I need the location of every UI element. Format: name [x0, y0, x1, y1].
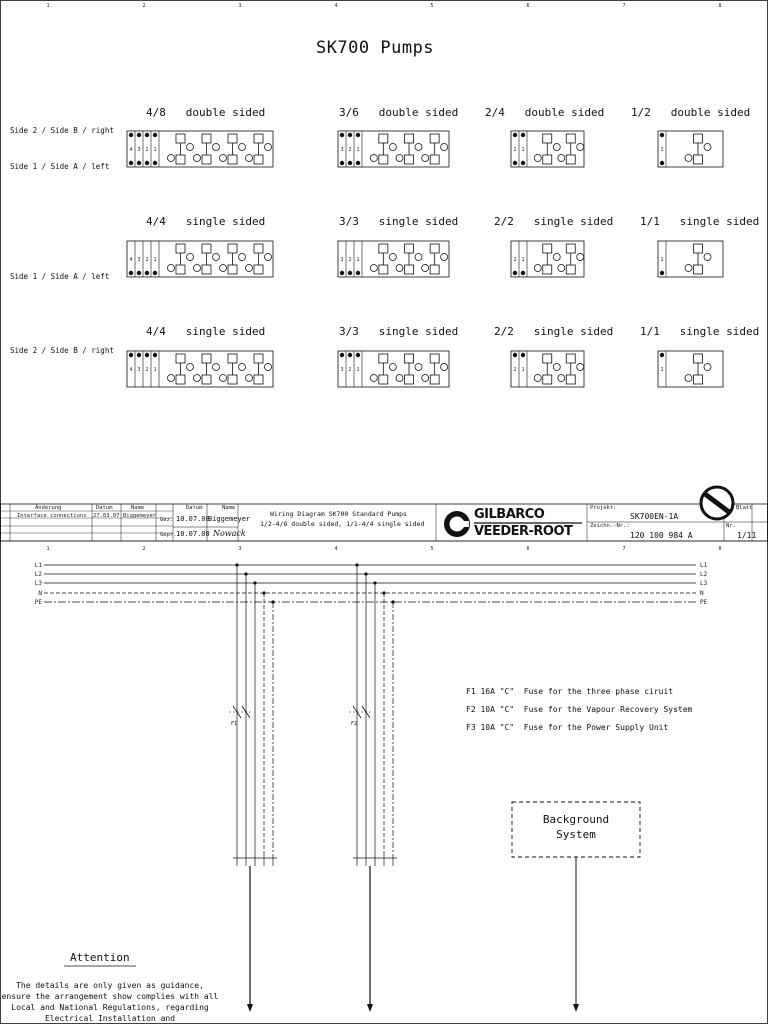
pump-module — [543, 354, 552, 363]
pump-box — [127, 131, 273, 167]
motor-symbol — [441, 364, 448, 371]
pump-box — [511, 131, 584, 167]
pump-module — [543, 265, 552, 274]
pump-module — [405, 155, 414, 164]
bus-label-right: L3 — [700, 580, 708, 587]
terminal-number: 1 — [356, 147, 360, 153]
group-heading: 3/3 single sided — [339, 215, 459, 228]
page-title: SK700 Pumps — [315, 38, 435, 58]
logo-gilbarco: GILBARCO — [474, 507, 545, 522]
motor-symbol — [558, 265, 565, 272]
cable-arrow — [367, 1004, 373, 1012]
terminal-dot — [513, 353, 517, 357]
bus-label-right: PE — [700, 599, 708, 606]
motor-symbol — [558, 155, 565, 162]
column-number: 5 — [430, 546, 434, 552]
fuse-tag: F1 — [231, 721, 238, 727]
motor-symbol — [534, 265, 541, 272]
pump-module — [176, 354, 185, 363]
fuse-tag: F2 — [351, 721, 358, 727]
motor-symbol — [415, 144, 422, 151]
tb-checked-signature: Nowack — [213, 529, 246, 538]
motor-symbol — [220, 265, 227, 272]
pump-box — [127, 241, 273, 277]
terminal-dot — [145, 271, 149, 275]
terminal-dot — [513, 133, 517, 137]
pump-module — [254, 354, 263, 363]
terminal-dot — [356, 353, 360, 357]
pump-module — [379, 375, 388, 384]
terminal-number: 2 — [348, 257, 352, 263]
pump-module — [405, 375, 414, 384]
terminal-number: 1 — [521, 147, 525, 153]
fuse-legend-f2: F2 10A "C" Fuse for the Vapour Recovery System — [466, 705, 693, 714]
tb-nr-label: Nr. — [726, 523, 736, 529]
tb-sheet-no: 1/11 — [737, 531, 757, 540]
tb-name-header: Name — [131, 505, 145, 511]
pump-layout-diagrams — [127, 131, 723, 387]
motor-symbol — [168, 155, 175, 162]
motor-symbol — [168, 375, 175, 382]
terminal-dot — [660, 353, 664, 357]
motor-symbol — [389, 254, 396, 261]
motor-symbol — [194, 265, 201, 272]
terminal-number: 1 — [153, 367, 157, 373]
pump-module — [176, 134, 185, 143]
motor-symbol — [685, 265, 692, 272]
motor-symbol — [220, 375, 227, 382]
terminal-number: 2 — [513, 147, 517, 153]
pump-module — [228, 134, 237, 143]
pump-module — [254, 265, 263, 274]
tb-name-label: Name — [222, 505, 236, 511]
motor-symbol — [534, 375, 541, 382]
motor-symbol — [685, 375, 692, 382]
motor-symbol — [441, 254, 448, 261]
terminal-dot — [153, 133, 157, 137]
side-label-a: Side 1 / Side A / left — [10, 162, 110, 171]
terminal-dot — [521, 161, 525, 165]
motor-symbol — [534, 155, 541, 162]
column-number: 6 — [526, 3, 530, 9]
motor-symbol — [370, 265, 377, 272]
pump-module — [379, 244, 388, 253]
cable-arrow — [573, 1004, 579, 1012]
terminal-dot — [129, 353, 133, 357]
pump-module — [430, 155, 439, 164]
motor-symbol — [685, 155, 692, 162]
terminal-dot — [153, 161, 157, 165]
pump-module — [379, 354, 388, 363]
motor-symbol — [187, 254, 194, 261]
tb-change-name: Biggemeyer — [123, 513, 157, 519]
pump-module — [405, 134, 414, 143]
column-number: 7 — [622, 3, 626, 9]
motor-symbol — [389, 144, 396, 151]
pump-module — [254, 375, 263, 384]
pump-module — [176, 265, 185, 274]
terminal-dot — [513, 271, 517, 275]
pump-module — [405, 244, 414, 253]
pump-box-outline — [338, 131, 449, 167]
tb-date-header: Datum — [96, 505, 113, 511]
pump-box-outline — [127, 351, 273, 387]
motor-symbol — [422, 375, 429, 382]
terminal-number: 1 — [521, 367, 525, 373]
pump-module — [694, 155, 703, 164]
group-heading: 3/3 single sided — [339, 325, 459, 338]
pump-box — [338, 351, 449, 387]
tb-drawing-label: Zeichn.-Nr.: — [590, 523, 630, 529]
motor-symbol — [220, 155, 227, 162]
tb-drawn-name: Biggemeyer — [208, 515, 251, 523]
group-heading: 1/2 double sided — [631, 106, 751, 119]
tb-drawn-label: Gez. — [160, 517, 174, 523]
pump-box-outline — [658, 131, 723, 167]
pump-module — [202, 244, 211, 253]
terminal-dot — [348, 161, 352, 165]
fuse-legend-f1: F1 16A "C" Fuse for the three phase ciruit — [466, 687, 674, 696]
terminal-dot — [513, 161, 517, 165]
motor-symbol — [704, 364, 711, 371]
pump-module — [430, 354, 439, 363]
pump-module — [228, 155, 237, 164]
terminal-number: 2 — [145, 367, 149, 373]
bus-label-right: L1 — [700, 562, 708, 569]
pump-box — [127, 351, 273, 387]
motor-symbol — [396, 375, 403, 382]
terminal-dot — [137, 133, 141, 137]
terminal-number: 2 — [513, 257, 517, 263]
pump-module — [543, 244, 552, 253]
pump-module — [405, 265, 414, 274]
column-number: 5 — [430, 3, 434, 9]
column-number: 4 — [334, 546, 338, 552]
motor-symbol — [194, 375, 201, 382]
motor-symbol — [389, 364, 396, 371]
pump-module — [202, 354, 211, 363]
motor-symbol — [213, 254, 220, 261]
pump-module — [254, 134, 263, 143]
pump-module — [202, 375, 211, 384]
motor-symbol — [415, 364, 422, 371]
tb-project-label: Projekt: — [590, 505, 617, 511]
motor-symbol — [396, 155, 403, 162]
pump-module — [430, 265, 439, 274]
terminal-dot — [137, 353, 141, 357]
pump-module — [694, 244, 703, 253]
motor-symbol — [396, 265, 403, 272]
tb-datum-label: Datum — [186, 505, 203, 511]
pump-module — [566, 244, 575, 253]
pump-module — [202, 134, 211, 143]
pump-module — [430, 244, 439, 253]
terminal-dot — [137, 161, 141, 165]
group-heading: 4/4 single sided — [146, 215, 266, 228]
terminal-dot — [521, 133, 525, 137]
bus-label-left: L1 — [34, 562, 42, 569]
pump-module — [202, 155, 211, 164]
pump-module — [176, 155, 185, 164]
terminal-number: 4 — [129, 367, 133, 373]
pump-box-outline — [338, 351, 449, 387]
terminal-number: 3 — [137, 367, 141, 373]
terminal-dot — [129, 271, 133, 275]
feeder-circuit — [229, 563, 277, 1012]
terminal-dot — [340, 353, 344, 357]
tb-change-text: Interface connections — [17, 513, 87, 519]
terminal-number: 3 — [340, 257, 344, 263]
pump-box-outline — [127, 241, 273, 277]
pump-box — [658, 241, 723, 277]
group-heading: 3/6 double sided — [339, 106, 459, 119]
motor-symbol — [187, 364, 194, 371]
group-heading: 2/2 single sided — [494, 325, 614, 338]
terminal-dot — [129, 133, 133, 137]
motor-symbol — [422, 155, 429, 162]
column-number: 2 — [142, 3, 146, 9]
side-label-a: Side 1 / Side A / left — [10, 272, 110, 281]
group-heading: 1/1 single sided — [640, 325, 760, 338]
bus-label-left: PE — [34, 599, 42, 606]
terminal-dot — [137, 271, 141, 275]
terminal-number: 1 — [660, 257, 664, 263]
pump-module — [254, 155, 263, 164]
pump-module — [566, 354, 575, 363]
terminal-dot — [340, 161, 344, 165]
pump-module — [202, 265, 211, 274]
motor-symbol — [239, 254, 246, 261]
pump-module — [694, 265, 703, 274]
terminal-dot — [356, 133, 360, 137]
terminal-dot — [521, 271, 525, 275]
motor-symbol — [194, 155, 201, 162]
tb-description-1: Wiring Diagram SK700 Standard Pumps — [270, 510, 407, 518]
terminal-number: 4 — [129, 147, 133, 153]
motor-symbol — [704, 254, 711, 261]
side-label-b: Side 2 / Side B / right — [10, 346, 114, 355]
motor-symbol — [553, 364, 560, 371]
pump-module — [176, 244, 185, 253]
cable-arrow — [247, 1004, 253, 1012]
terminal-number: 1 — [153, 147, 157, 153]
terminal-number: 1 — [660, 367, 664, 373]
terminal-dot — [348, 133, 352, 137]
terminal-dot — [356, 161, 360, 165]
attention-heading: Attention — [70, 951, 130, 964]
pump-box-outline — [127, 131, 273, 167]
group-heading: 4/4 single sided — [146, 325, 266, 338]
tb-drawn-date: 10.07.08 — [176, 515, 210, 523]
pump-module — [228, 244, 237, 253]
column-number: 7 — [622, 546, 626, 552]
motor-symbol — [239, 364, 246, 371]
column-number: 2 — [142, 546, 146, 552]
terminal-dot — [348, 271, 352, 275]
pump-module — [543, 134, 552, 143]
terminal-number: 3 — [137, 257, 141, 263]
pump-module — [228, 354, 237, 363]
motor-symbol — [265, 254, 272, 261]
pump-module — [543, 155, 552, 164]
motor-symbol — [187, 144, 194, 151]
column-number: 1 — [46, 3, 50, 9]
motor-symbol — [577, 144, 584, 151]
terminal-number: 2 — [145, 257, 149, 263]
terminal-number: 1 — [521, 257, 525, 263]
pump-box — [658, 351, 723, 387]
logo-mark-cut — [457, 521, 469, 527]
pump-box-outline — [658, 241, 723, 277]
group-heading: 1/1 single sided — [640, 215, 760, 228]
terminal-dot — [153, 271, 157, 275]
terminal-number: 1 — [153, 257, 157, 263]
pump-module — [228, 375, 237, 384]
terminal-dot — [660, 133, 664, 137]
terminal-dot — [340, 271, 344, 275]
motor-symbol — [553, 144, 560, 151]
column-number: 4 — [334, 3, 338, 9]
pump-module — [543, 375, 552, 384]
side-label-b: Side 2 / Side B / right — [10, 126, 114, 135]
motor-symbol — [577, 254, 584, 261]
logo-veeder-root: VEEDER-ROOT — [474, 524, 573, 539]
pump-module — [379, 265, 388, 274]
tb-project: SK700EN-1A — [630, 512, 679, 521]
pump-box — [511, 351, 584, 387]
motor-symbol — [422, 265, 429, 272]
motor-symbol — [246, 155, 253, 162]
pump-module — [228, 265, 237, 274]
column-number: 8 — [718, 3, 722, 9]
pump-module — [254, 244, 263, 253]
tb-drawing-no: 120 100 984 A — [630, 531, 693, 540]
tb-checked-date: 10.07.08 — [176, 530, 210, 538]
column-number: 1 — [46, 546, 50, 552]
motor-symbol — [168, 265, 175, 272]
terminal-number: 2 — [145, 147, 149, 153]
terminal-dot — [348, 353, 352, 357]
bus-label-left: L3 — [34, 580, 42, 587]
group-heading: 4/8 double sided — [146, 106, 266, 119]
pump-module — [694, 375, 703, 384]
motor-symbol — [415, 254, 422, 261]
pump-module — [379, 155, 388, 164]
terminal-number: 2 — [513, 367, 517, 373]
pump-module — [566, 375, 575, 384]
pump-module — [566, 265, 575, 274]
wiring-schematic — [35, 562, 708, 1012]
pump-box-outline — [658, 351, 723, 387]
motor-symbol — [239, 144, 246, 151]
motor-symbol — [246, 265, 253, 272]
pump-box — [511, 241, 584, 277]
terminal-dot — [145, 161, 149, 165]
motor-symbol — [577, 364, 584, 371]
pump-module — [694, 354, 703, 363]
tb-change-header: Änderung — [35, 505, 62, 511]
terminal-number: 2 — [348, 367, 352, 373]
group-heading: 2/4 double sided — [485, 106, 605, 119]
tb-checked-label: Gepr. — [160, 532, 177, 538]
terminal-number: 3 — [340, 147, 344, 153]
motor-symbol — [213, 364, 220, 371]
terminal-number: 4 — [129, 257, 133, 263]
terminal-dot — [153, 353, 157, 357]
pump-module — [566, 134, 575, 143]
motor-symbol — [370, 375, 377, 382]
motor-symbol — [246, 375, 253, 382]
terminal-dot — [145, 353, 149, 357]
background-system-label-2: System — [556, 828, 596, 841]
column-number: 3 — [238, 546, 242, 552]
background-system-label-1: Background — [542, 813, 610, 826]
feeder-circuit — [349, 563, 397, 1012]
pump-module — [430, 134, 439, 143]
terminal-dot — [660, 271, 664, 275]
terminal-number: 3 — [137, 147, 141, 153]
fuse-legend-f3: F3 10A "C" Fuse for the Power Supply Unit — [466, 723, 669, 732]
motor-symbol — [370, 155, 377, 162]
bus-label-left: N — [38, 590, 42, 597]
terminal-dot — [521, 353, 525, 357]
motor-symbol — [265, 144, 272, 151]
terminal-dot — [129, 161, 133, 165]
terminal-number: 1 — [356, 367, 360, 373]
pump-box — [338, 131, 449, 167]
terminal-dot — [356, 271, 360, 275]
pump-module — [430, 375, 439, 384]
terminal-dot — [660, 161, 664, 165]
pump-module — [566, 155, 575, 164]
bus-label-right: L2 — [700, 571, 708, 578]
column-number: 3 — [238, 3, 242, 9]
pump-module — [379, 134, 388, 143]
motor-symbol — [265, 364, 272, 371]
terminal-number: 2 — [348, 147, 352, 153]
terminal-dot — [145, 133, 149, 137]
pump-box — [338, 241, 449, 277]
tb-description-2: 1/2-4/8 double sided, 1/1-4/4 single sided — [260, 520, 425, 528]
pump-module — [176, 375, 185, 384]
tb-change-date: 27.03.07 — [93, 513, 120, 519]
bus-label-right: N — [700, 590, 704, 597]
motor-symbol — [553, 254, 560, 261]
terminal-number: 1 — [660, 147, 664, 153]
pump-module — [405, 354, 414, 363]
tb-sheet-label: Blatt — [736, 505, 753, 511]
group-heading: 2/2 single sided — [494, 215, 614, 228]
bus-label-left: L2 — [34, 571, 42, 578]
terminal-number: 1 — [356, 257, 360, 263]
terminal-number: 3 — [340, 367, 344, 373]
attention-note: The details are only given as guidance, ensure the arrangement show complies with all Local and National Regulations, regarding Electrical Installation and — [1, 981, 219, 1023]
motor-symbol — [213, 144, 220, 151]
column-number: 6 — [526, 546, 530, 552]
motor-symbol — [558, 375, 565, 382]
pump-box-outline — [338, 241, 449, 277]
motor-symbol — [441, 144, 448, 151]
pump-module — [694, 134, 703, 143]
pump-box — [658, 131, 723, 167]
terminal-dot — [340, 133, 344, 137]
motor-symbol — [704, 144, 711, 151]
column-number: 8 — [718, 546, 722, 552]
